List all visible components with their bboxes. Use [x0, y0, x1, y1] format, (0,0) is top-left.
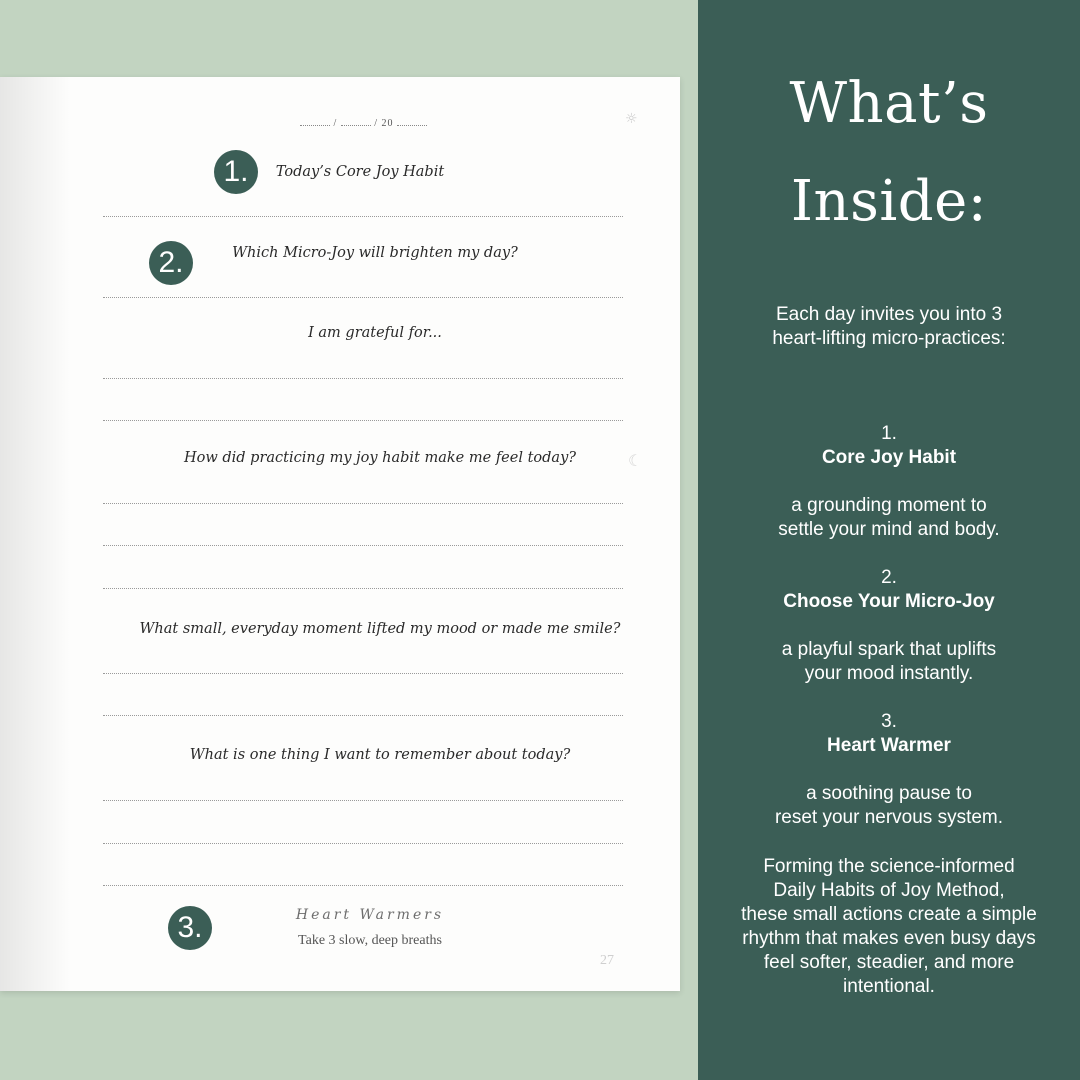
prompt-everyday-moment: What small, everyday moment lifted my mood or made me smile? [139, 621, 621, 637]
date-line [300, 117, 427, 129]
practice-number: 1. [881, 423, 897, 444]
journal-page [0, 77, 680, 991]
panel-intro: Each day invites you into 3 heart-lifting micro-practices: [772, 304, 1006, 349]
step-badge-3: 3. [168, 906, 212, 950]
writing-line [103, 216, 623, 217]
writing-line [103, 715, 623, 716]
writing-line [103, 885, 623, 886]
practice-description: a playful spark that uplifts your mood instantly. [781, 639, 997, 684]
writing-line [103, 673, 623, 674]
practice-item-2 [698, 542, 1080, 686]
heart-warmer-title: Heart Warmers [295, 907, 445, 923]
prompt-grateful: I am grateful for... [308, 325, 442, 341]
step-badge-1: 1. [214, 150, 258, 194]
panel-heading-line-1: What’s [789, 71, 989, 136]
practice-item-3 [698, 686, 1080, 830]
info-panel [698, 0, 1080, 1080]
step-badge-2: 2. [149, 241, 193, 285]
date-separator: / [333, 118, 338, 129]
practice-description: a grounding moment to settle your mind and body. [778, 495, 1000, 540]
prompt-core-joy-habit: Today’s Core Joy Habit [275, 164, 445, 180]
prompt-micro-joy: Which Micro-Joy will brighten my day? [232, 245, 518, 261]
date-blank-day [300, 117, 330, 126]
writing-line [103, 503, 623, 504]
writing-line [103, 800, 623, 801]
date-blank-month [341, 117, 371, 126]
practice-item-1 [698, 398, 1080, 542]
prompt-joy-habit-feeling: How did practicing my joy habit make me feel today? [183, 450, 577, 466]
writing-line [103, 378, 623, 379]
writing-line [103, 420, 623, 421]
practice-description: a soothing pause to reset your nervous system. [774, 783, 1004, 828]
moon-icon: ☾ [628, 451, 643, 470]
writing-line [103, 843, 623, 844]
date-blank-year [397, 117, 427, 126]
writing-line [103, 545, 623, 546]
prompt-remember-today: What is one thing I want to remember about today? [189, 747, 571, 763]
writing-line [103, 588, 623, 589]
page-number: 27 [600, 953, 614, 968]
date-year-prefix: / 20 [374, 118, 394, 129]
practice-number: 3. [881, 711, 897, 732]
practice-title: Heart Warmer [827, 735, 951, 756]
panel-closing-text: Forming the science-informed Daily Habits of Joy Method, these small actions create a simple rhythm that makes even busy days feel softer, steadier, and more intentional. [741, 856, 1037, 997]
sun-icon: ☼ [625, 111, 638, 127]
heart-warmer-text: Take 3 slow, deep breaths [298, 933, 442, 948]
panel-heading-line-2: Inside: [790, 169, 988, 234]
practice-title: Choose Your Micro-Joy [783, 591, 995, 612]
practice-number: 2. [881, 567, 897, 588]
writing-line [103, 297, 623, 298]
practice-title: Core Joy Habit [821, 447, 957, 468]
